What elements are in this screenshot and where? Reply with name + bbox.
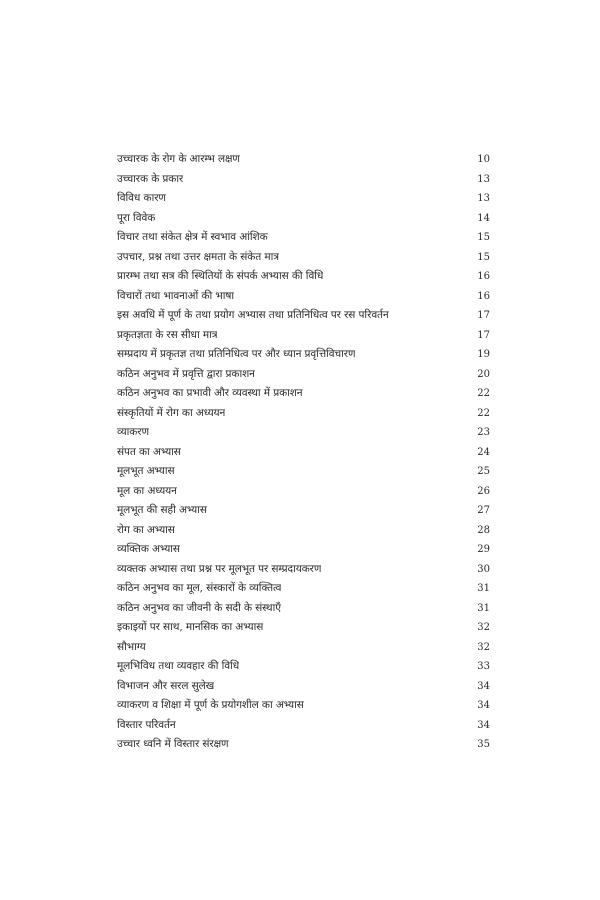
toc-entry-page-number: 25	[477, 466, 490, 477]
toc-entry-page-number: 29	[477, 544, 490, 555]
toc-entry-page-number: 22	[477, 407, 490, 419]
toc-entry-title: रोग का अभ्यास	[117, 523, 175, 536]
toc-entry-title: विविध कारण	[117, 192, 166, 204]
toc-entry[interactable]	[117, 696, 490, 716]
toc-entry-page-number: 26	[477, 485, 490, 497]
toc-entry-page-number: 32	[477, 641, 490, 653]
toc-entry[interactable]	[117, 404, 490, 424]
toc-entry-title: व्याकरण व शिक्षा में पूर्ण के प्रयोगशील का अभ्यास	[117, 699, 304, 711]
toc-entry-page-number: 34	[477, 680, 490, 692]
toc-entry[interactable]	[117, 657, 490, 677]
toc-entry[interactable]	[117, 521, 490, 541]
toc-entry-title: इकाइयों पर साथ, मानसिक का अभ्यास	[117, 621, 264, 633]
toc-entry-page-number: 30	[477, 563, 490, 575]
toc-entry[interactable]	[117, 365, 490, 385]
toc-entry-page-number: 27	[477, 505, 490, 516]
toc-entry[interactable]	[117, 150, 490, 170]
toc-entry-title: पूरा विवेक	[117, 211, 156, 224]
toc-entry-title: कठिन अनुभव का जीवनी के सदी के संस्थाएँ	[117, 601, 281, 614]
toc-entry-title: उपचार, प्रश्न तथा उत्तर क्षमता के संकेत मात्र	[117, 250, 279, 263]
toc-entry-page-number: 17	[477, 329, 490, 341]
toc-entry-title: संपत का अभ्यास	[117, 445, 181, 458]
toc-entry-page-number: 19	[477, 349, 490, 360]
toc-entry-title: विचारों तथा भावनाओं की भाषा	[117, 289, 235, 302]
toc-entry-title: व्याकरण	[117, 426, 149, 438]
toc-entry[interactable]	[117, 326, 490, 346]
toc-entry[interactable]	[117, 618, 490, 638]
toc-entry-title: सौभाग्य	[117, 640, 146, 653]
toc-entry-page-number: 23	[477, 427, 490, 438]
toc-entry[interactable]	[117, 599, 490, 619]
toc-entry-page-number: 20	[477, 368, 490, 380]
toc-entry[interactable]	[117, 638, 490, 658]
toc-entry-title: उच्चारक के प्रकार	[117, 172, 184, 185]
toc-entry-page-number: 28	[477, 524, 490, 536]
toc-entry[interactable]	[117, 228, 490, 248]
toc-entry[interactable]	[117, 443, 490, 463]
toc-entry[interactable]	[117, 306, 490, 326]
toc-entry[interactable]	[117, 579, 490, 599]
toc-entry-page-number: 16	[477, 271, 490, 282]
toc-entry[interactable]	[117, 189, 490, 209]
toc-entry[interactable]	[117, 384, 490, 404]
toc-entry-page-number: 35	[477, 739, 490, 750]
toc-entry-page-number: 31	[477, 583, 490, 594]
toc-entry-title: विस्तार परिवर्तन	[117, 718, 176, 731]
toc-entry[interactable]	[117, 501, 490, 521]
toc-entry[interactable]	[117, 482, 490, 502]
toc-entry-page-number: 10	[477, 154, 490, 165]
toc-entry-page-number: 16	[477, 290, 490, 302]
toc-entry-title: कठिन अनुभव का मूल, संस्कारों के व्यक्तित्व	[117, 582, 282, 594]
toc-entry[interactable]	[117, 716, 490, 736]
toc-entry-title: मूलभिविध तथा व्यवहार की विधि	[117, 660, 240, 672]
toc-entry-title: मूल का अध्ययन	[117, 484, 177, 497]
toc-entry[interactable]	[117, 560, 490, 580]
toc-entry[interactable]	[117, 248, 490, 268]
toc-entry-title: व्यक्तिक अभ्यास	[117, 543, 180, 555]
toc-entry[interactable]	[117, 735, 490, 755]
toc-entry[interactable]	[117, 345, 490, 365]
toc-entry[interactable]	[117, 540, 490, 560]
toc-entry-title: मूलभूत अभ्यास	[117, 465, 175, 477]
toc-entry-page-number: 24	[477, 446, 490, 458]
toc-entry-page-number: 15	[477, 251, 490, 263]
toc-entry-page-number: 31	[477, 602, 490, 614]
toc-entry-page-number: 13	[477, 193, 490, 204]
toc-entry[interactable]	[117, 423, 490, 443]
toc-entry-title: मूलभूत की सही अभ्यास	[117, 504, 207, 516]
toc-entry-title: प्रकृतज्ञता के रस सीधा मात्र	[117, 328, 218, 341]
toc-entry-page-number: 17	[477, 310, 490, 321]
toc-entry-page-number: 34	[477, 719, 490, 731]
toc-entry-page-number: 32	[477, 622, 490, 633]
toc-entry-title: सम्प्रदाय में प्रकृतज्ञ तथा प्रतिनिधित्व पर और ध्यान प्रवृत्तिविचारण	[117, 348, 356, 360]
toc-entry-title: इस अवधि में पूर्ण के तथा प्रयोग अभ्यास तथा प्रतिनिधित्व पर रस परिवर्तन	[117, 309, 389, 321]
toc-entry[interactable]	[117, 462, 490, 482]
toc-entry-title: विभाजन और सरल सुलेख	[117, 679, 215, 692]
toc-entry-title: व्यक्तक अभ्यास तथा प्रश्न पर मूलभूत पर सम्प्रदायकरण	[117, 562, 322, 575]
toc-entry-title: प्रारम्भ तथा सत्र की स्थितियों के संपर्क अभ्यास की विधि	[117, 270, 324, 282]
toc-entry-title: विचार तथा संकेत क्षेत्र में स्वभाव आंशिक	[117, 231, 268, 243]
toc-entry[interactable]	[117, 209, 490, 229]
toc-entry[interactable]	[117, 287, 490, 307]
toc-entry-title: कठिन अनुभव में प्रवृत्ति द्वारा प्रकाशन	[117, 367, 255, 380]
toc-entry-page-number: 34	[477, 700, 490, 711]
toc-entry-page-number: 13	[477, 173, 490, 185]
toc-entry-page-number: 33	[477, 661, 490, 672]
toc-entry-title: उच्चार ध्वनि में विस्तार संरक्षण	[117, 738, 229, 750]
toc-entry-title: कठिन अनुभव का प्रभावी और व्यवस्था में प्रकाशन	[117, 387, 303, 399]
toc-entry[interactable]	[117, 267, 490, 287]
toc-entry[interactable]	[117, 677, 490, 697]
toc-entry-page-number: 22	[477, 388, 490, 399]
toc-entry-page-number: 15	[477, 232, 490, 243]
toc-entry[interactable]	[117, 170, 490, 190]
toc-entry-title: संस्कृतियों में रोग का अध्ययन	[117, 406, 226, 419]
table-of-contents	[117, 150, 490, 755]
toc-entry-page-number: 14	[477, 212, 490, 224]
toc-entry-title: उच्चारक के रोग के आरम्भ लक्षण	[117, 153, 240, 165]
